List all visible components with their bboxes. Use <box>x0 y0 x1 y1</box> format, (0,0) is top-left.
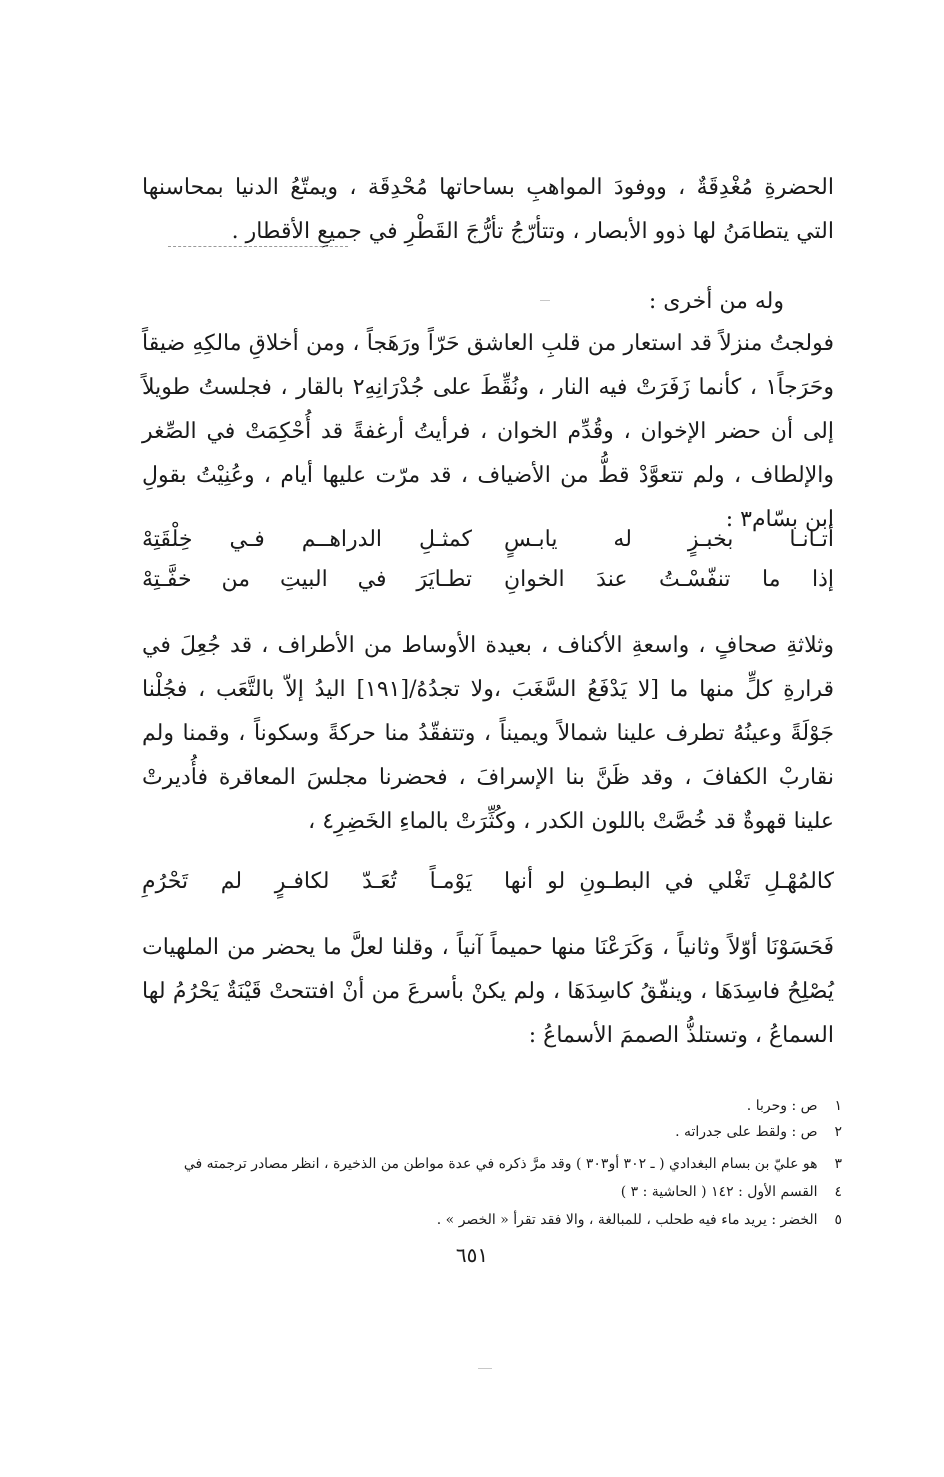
paragraph-third: وثلاثةِ صحافٍ ، واسعةِ الأكناف ، بعيدة الأوساط من الأطراف ، قد جُعِلَ في قرارةِ كلٍّ منها ما [لا يَدْفَعُ السَّغَبَ ،ولا تجدُهُ/[١٩١] اليدُ إلاّ بالتَّعَب ، فجُلْنا جَوْلَةً وعينُهُ تطرف علينا شمالاً ويميناً ، وتتفقّدُ منا حركةً وسكوناً ، وقمنا ولم نقاربْ الكفافَ ، وقد ظَنَّ بنا الإسرافَ ، فحضرنا مجلسَ المعاقرة فأُديرتْ علينا قهوةٌ قد خُصَّتْ باللون الكدر ، وكُثِّرَتْ بالماءِ الخَضِرِ٤ ، <box>142 633 834 834</box>
footnote-5-number: ٥ <box>834 1212 842 1228</box>
footnote-3-number: ٣ <box>834 1156 842 1172</box>
verse-line-2 <box>142 560 834 600</box>
verse-2-second-hemistich: تطـايَرَ في البيتِ من خفَّـتِهْ <box>142 567 472 592</box>
footnote-1-number: ١ <box>834 1098 842 1114</box>
verse-2-first-hemistich: إذا ما تنفّسْـتُ عندَ الخوانِ <box>504 567 834 592</box>
footnote-3 <box>142 1152 842 1176</box>
paragraph-second: فولجتُ منزلاً قد استعار من قلبِ العاشق حَرّاً ورَهَجاً ، ومن أخلاقِ مالكِهِ ضيقاً وحَرَجاً١ ، كأنما زَفَرَتْ فيه النار ، ونُقِّطَ على جُدْرَانِهِ٢ بالقار ، فجلستُ طويلاً إلى أن حضر الإخوان ، وقُدِّم الخوان ، فرأيتُ أرغفةً قد أُحْكِمَتْ في الصِّغر والإلطاف ، ولم تتعوَّدْ قطُّ من الأضياف ، قد مرّت عليها أيام ، وعُنِيْتُ بقولِ ابن بسّام٣ : <box>142 331 835 532</box>
footnote-4 <box>142 1180 842 1204</box>
footnote-2-number: ٢ <box>834 1124 842 1140</box>
footnote-4-text: القسم الأول : ١٤٢ ( الحاشية : ٣ ) <box>620 1184 818 1200</box>
scan-speck <box>478 1368 492 1369</box>
footnote-5-text: الخضر : يريد ماء فيه طحلب ، للمبالغة ، والا فقد تقرأ « الخصر » . <box>436 1212 818 1228</box>
section-heading: وله من أخرى : <box>648 289 784 314</box>
footnote-1-text: ص : وحربا . <box>746 1098 818 1114</box>
scan-speck <box>540 300 550 301</box>
footnote-2 <box>142 1120 842 1144</box>
verse-line-3 <box>142 862 834 902</box>
paragraph-fourth: فَحَسَوْنَا أوّلاً وثانياً ، وَكَرَعْنَا منها حميماً آنياً ، وقلنا لعلَّ ما يحضر من الملهيات يُصْلِحُ فاسِدَهَا ، وينفّقُ كاسِدَهَا ، ولم يكنْ بأسرعَ من أنْ افتتحتْ قَيْنَةٌ يَحْرُمُ لها السماعُ ، وتستلذُّ الصممَ الأسماعُ : <box>142 935 834 1048</box>
verse-1-second-hemistich: كمثـلِ الدراهــم فـي خِلْقَتِهْ <box>142 527 472 552</box>
footnote-3-text: هو عليّ بن بسام البغدادي ( ـ ٣٠٢ أو٣٠٣ ) وقد مرَّ ذكره في عدة مواطن من الذخيرة ، انظر مصادر ترجمته في <box>183 1156 818 1172</box>
paragraph-opening: الحضرةِ مُغْدِقَةٌ ، ووفودَ المواهبِ بساحاتها مُحْدِقَة ، ويمتّعُ الدنيا بمحاسنها التي يتطامَنُ لها ذوو الأبصار ، وتتأرّجُ تأرُّجَ القَطْرِ في جميعِ الأقطار . <box>142 175 834 244</box>
footnote-5 <box>142 1208 842 1232</box>
verse-3-first-hemistich: كالمُهْـلِ تَغْلي في البطـونِ لو أنها <box>504 869 834 894</box>
verse-1-first-hemistich: أتـانـا بخبـزٍ له يابـسٍ <box>504 527 834 552</box>
dashed-rule <box>168 246 348 247</box>
page-number: ٦٥١ <box>455 1243 489 1267</box>
footnote-1 <box>142 1094 842 1118</box>
footnote-4-number: ٤ <box>834 1184 842 1200</box>
verse-line-1 <box>142 520 834 560</box>
verse-3-second-hemistich: يَوْمـاً تُعَـدّ لكافـرٍ لم تَحْرُمِ <box>142 869 472 894</box>
footnote-2-text: ص : ولقط على جدراته . <box>675 1124 818 1140</box>
